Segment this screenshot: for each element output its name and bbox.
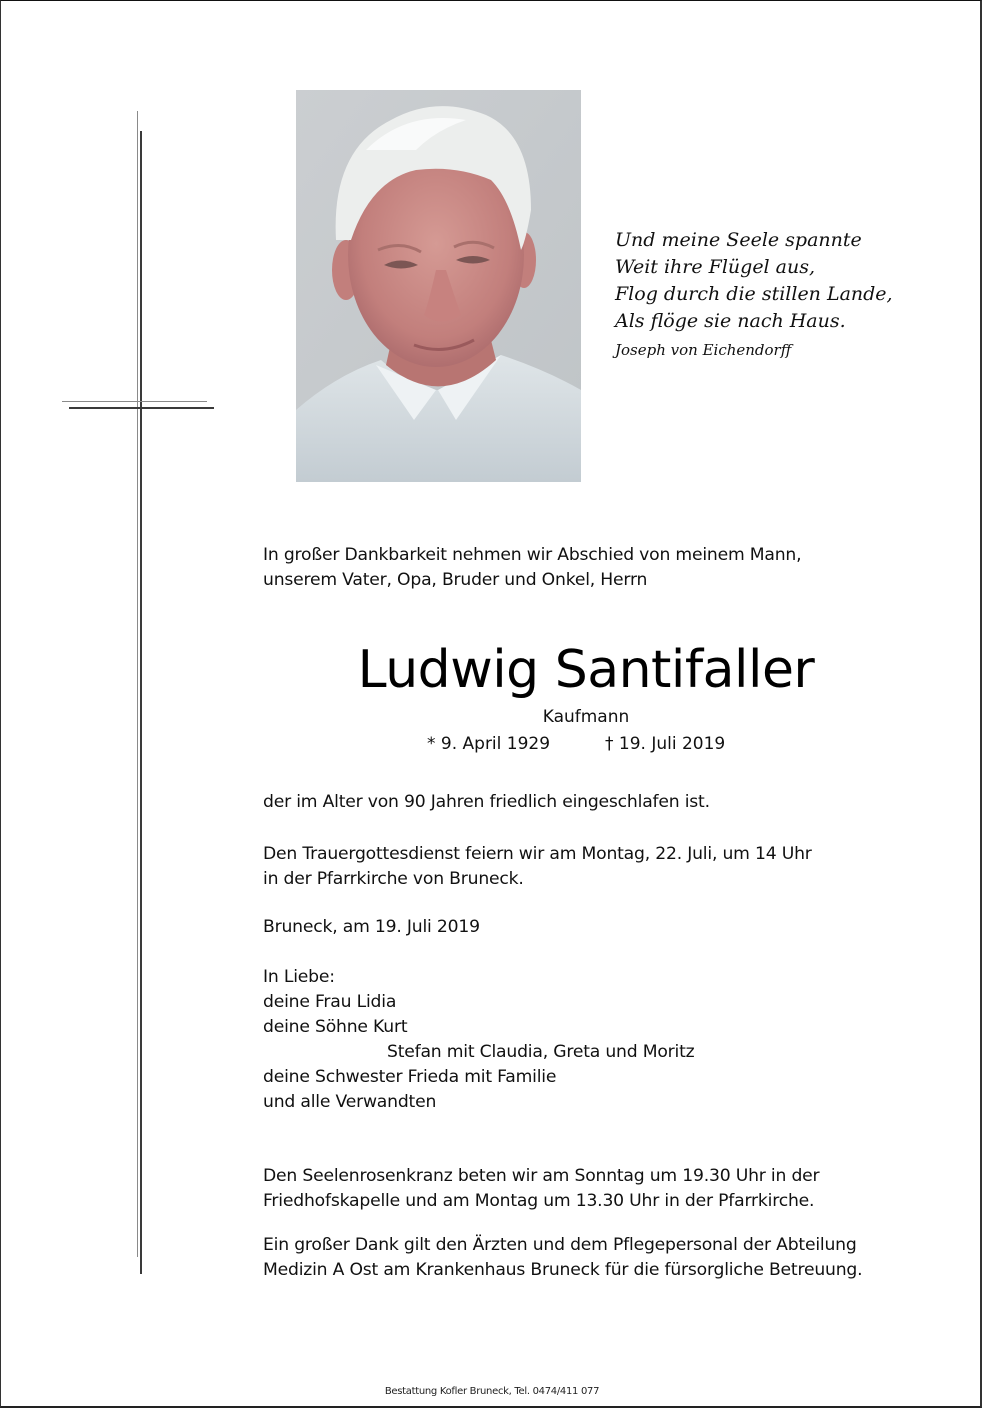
place-date: Bruneck, am 19. Juli 2019: [263, 917, 480, 937]
thanks-text: [263, 1233, 862, 1283]
portrait-illustration: [296, 90, 581, 482]
poem-author: Joseph von Eichendorff: [615, 341, 792, 359]
family-member: deine Frau Lidia: [263, 992, 397, 1012]
poem: [615, 227, 945, 362]
age-text: der im Alter von 90 Jahren friedlich eingeschlafen ist.: [263, 792, 710, 812]
service-line: in der Pfarrkirche von Bruneck.: [263, 869, 524, 889]
rosary-line: Den Seelenrosenkranz beten wir am Sonntag um 19.30 Uhr in der: [263, 1166, 820, 1186]
service-text: [263, 842, 812, 892]
thanks-line: Ein großer Dank gilt den Ärzten und dem Pflegepersonal der Abteilung: [263, 1235, 857, 1255]
deceased-profession: Kaufmann: [542, 707, 630, 727]
cross-vertical-thick-line: [140, 131, 142, 1274]
deceased-name: Ludwig Santifaller: [357, 640, 815, 700]
poem-line: Flog durch die stillen Lande,: [615, 283, 893, 305]
intro-line: In großer Dankbarkeit nehmen wir Abschied von meinem Mann,: [263, 545, 802, 565]
family-heading: In Liebe:: [263, 967, 335, 987]
poem-line: Und meine Seele spannte: [615, 229, 862, 251]
birth-date: * 9. April 1929: [427, 734, 551, 754]
portrait-photo: [296, 90, 581, 482]
family-member: Stefan mit Claudia, Greta und Moritz: [387, 1042, 695, 1062]
family-list: [263, 965, 694, 1115]
rosary-text: [263, 1164, 819, 1214]
funeral-home-footer: Bestattung Kofler Bruneck, Tel. 0474/411 077: [384, 1386, 600, 1397]
rosary-line: Friedhofskapelle und am Montag um 13.30 Uhr in der Pfarrkirche.: [263, 1191, 815, 1211]
family-member: deine Schwester Frieda mit Familie: [263, 1067, 557, 1087]
poem-line: Als flöge sie nach Haus.: [615, 310, 846, 332]
intro-line: unserem Vater, Opa, Bruder und Onkel, Herrn: [263, 570, 648, 590]
cross-vertical-thin-line: [137, 111, 138, 1257]
poem-line: Weit ihre Flügel aus,: [615, 256, 816, 278]
service-line: Den Trauergottesdienst feiern wir am Montag, 22. Juli, um 14 Uhr: [263, 844, 812, 864]
thanks-line: Medizin A Ost am Krankenhaus Bruneck für die fürsorgliche Betreuung.: [263, 1260, 863, 1280]
intro-text: [263, 543, 801, 593]
family-member: und alle Verwandten: [263, 1092, 437, 1112]
cross-horizontal-thin-line: [62, 401, 207, 402]
cross-horizontal-thick-line: [69, 407, 214, 409]
death-date: † 19. Juli 2019: [605, 734, 726, 754]
family-member: deine Söhne Kurt: [263, 1017, 408, 1037]
